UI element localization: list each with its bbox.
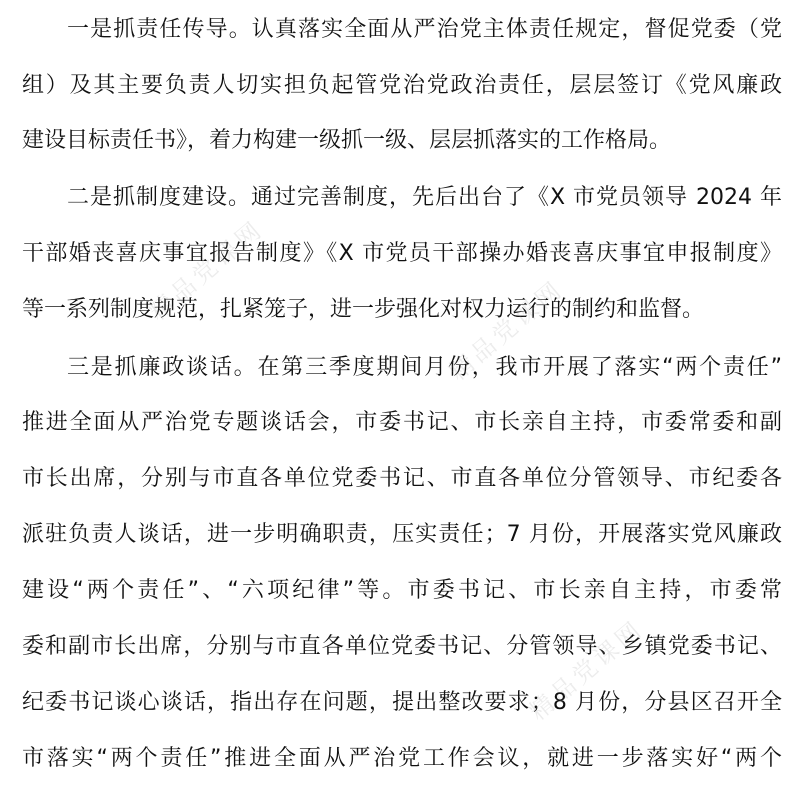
paragraph-1-line-2: 组）及其主要负责人切实担负起管党治党政治责任，层层签订《党风廉政 xyxy=(22,73,782,98)
paragraph-3-line-5: 建设“两个责任”、“六项纪律”等。市委书记、市长亲自主持，市委常 xyxy=(22,578,782,603)
paragraph-3-line-1: 三是抓廉政谈话。在第三季度期间月份，我市开展了落实“两个责任” xyxy=(67,355,782,380)
paragraph-2-line-3: 等一系列制度规范，扎紧笼子，进一步强化对权力运行的制约和监督。 xyxy=(22,297,705,322)
paragraph-2-line-1: 二是抓制度建设。通过完善制度，先后出台了《X 市党员领导 2024 年 xyxy=(67,185,782,210)
paragraph-3-line-3: 市长出席，分别与市直各单位党委书记、市直各单位分管领导、市纪委各 xyxy=(22,466,782,491)
paragraph-3-line-7: 纪委书记谈心谈话，指出存在问题，提出整改要求；8 月份，分县区召开全 xyxy=(22,690,782,715)
paragraph-2-line-2: 干部婚丧喜庆事宜报告制度》《X 市党员干部操办婚丧喜庆事宜申报制度》 xyxy=(22,241,782,266)
paragraph-3-line-4: 派驻负责人谈话，进一步明确职责，压实责任；7 月份，开展落实党风廉政 xyxy=(22,522,782,547)
paragraph-3-line-2: 推进全面从严治党专题谈话会，市委书记、市长亲自主持，市委常委和副 xyxy=(22,410,782,435)
watermark: 精品党课网 xyxy=(443,274,570,387)
watermark: 精品党课网 xyxy=(523,614,650,727)
paragraph-1-line-3: 建设目标责任书》，着力构建一级抓一级、层层抓落实的工作格局。 xyxy=(22,128,672,153)
watermark: 精品党课网 xyxy=(143,214,270,327)
paragraph-3-line-6: 委和副市长出席，分别与市直各单位党委书记、分管领导、乡镇党委书记、 xyxy=(22,634,782,659)
paragraph-1-line-1: 一是抓责任传导。认真落实全面从严治党主体责任规定，督促党委（党 xyxy=(67,17,782,42)
paragraph-3-line-8: 市落实“两个责任”推进全面从严治党工作会议，就进一步落实好“两个 xyxy=(22,746,782,771)
